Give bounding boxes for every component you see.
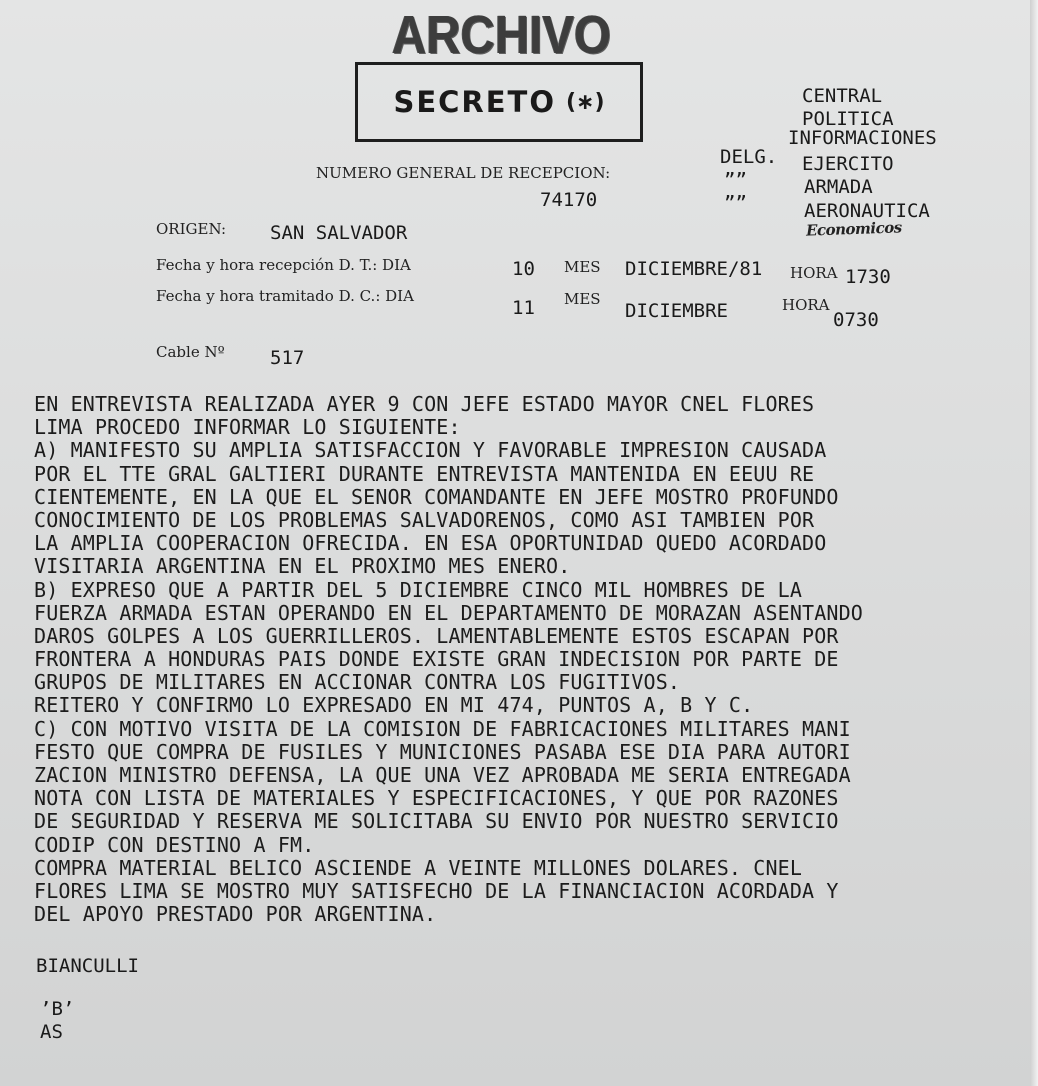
body-line: FUERZA ARMADA ESTAN OPERANDO EN EL DEPARTAMENTO DE MORAZAN ASENTANDO — [34, 600, 863, 625]
body-line: A) MANIFESTO SU AMPLIA SATISFACCION Y FAVORABLE IMPRESION CAUSADA — [34, 438, 827, 463]
body-line: COMPRA MATERIAL BELICO ASCIENDE A VEINTE MILLONES DOLARES. CNEL — [34, 855, 803, 880]
dist-delg: DELG. — [720, 146, 778, 168]
recepcion-hora-label: HORA — [790, 264, 838, 282]
recepcion-dia: 10 — [512, 258, 535, 280]
dist-aeronautica: AERONAUTICA — [804, 200, 930, 222]
body-line: FESTO QUE COMPRA DE FUSILES Y MUNICIONES PASABA ESE DIA PARA AUTORI — [34, 739, 851, 764]
page-edge — [1030, 0, 1038, 1086]
body-line: DE SEGURIDAD Y RESERVA ME SOLICITABA SU ENVIO POR NUESTRO SERVICIO — [34, 809, 839, 834]
body-line: VISITARIA ARGENTINA EN EL PROXIMO MES ENERO. — [34, 554, 571, 579]
dist-ejercito: EJERCITO — [802, 153, 894, 175]
tramitado-hora: 0730 — [833, 309, 879, 331]
handwritten-annotation: Economicos — [805, 218, 902, 240]
body-line: C) CON MOTIVO VISITA DE LA COMISION DE FABRICACIONES MILITARES MANI — [34, 716, 851, 741]
body-line: NOTA CON LISTA DE MATERIALES Y ESPECIFICACIONES, Y QUE POR RAZONES — [34, 786, 839, 811]
classification-box — [355, 62, 643, 142]
cable-body — [34, 393, 863, 926]
body-line: CONOCIMIENTO DE LOS PROBLEMAS SALVADORENOS, COMO ASI TAMBIEN POR — [34, 507, 815, 532]
tramitado-hora-label: HORA — [782, 296, 830, 314]
body-line: DAROS GOLPES A LOS GUERRILLEROS. LAMENTABLEMENTE ESTOS ESCAPAN POR — [34, 623, 839, 648]
body-line: REITERO Y CONFIRMO LO EXPRESADO EN MI 474, PUNTOS A, B Y C. — [34, 693, 754, 718]
body-line: CIENTEMENTE, EN LA QUE EL SENOR COMANDANTE EN JEFE MOSTRO PROFUNDO — [34, 484, 839, 509]
recepcion-label: Fecha y hora recepción D. T.: DIA — [156, 256, 411, 274]
body-line: B) EXPRESO QUE A PARTIR DEL 5 DICIEMBRE CINCO MIL HOMBRES DE LA — [34, 577, 803, 602]
dist-politica: POLITICA — [802, 108, 894, 130]
archivo-stamp: ARCHIVO — [392, 5, 612, 65]
dist-informaciones: INFORMACIONES — [788, 127, 937, 149]
tramitado-mes-label: MES — [564, 290, 601, 308]
cable-label: Cable Nº — [156, 343, 225, 361]
origen-label: ORIGEN: — [156, 220, 227, 238]
classification-mark: (∗) — [566, 89, 605, 115]
body-line: CODIP CON DESTINO A FM. — [34, 832, 315, 857]
body-line: EN ENTREVISTA REALIZADA AYER 9 CON JEFE ESTADO MAYOR CNEL FLORES — [34, 392, 815, 416]
recepcion-mes: DICIEMBRE/81 — [625, 258, 763, 280]
body-line: FRONTERA A HONDURAS PAIS DONDE EXISTE GRAN INDECISION POR PARTE DE — [34, 647, 839, 672]
dist-ditto-1: ”” — [724, 169, 747, 191]
footer-initials: AS — [40, 1021, 63, 1043]
recepcion-mes-label: MES — [564, 258, 601, 276]
body-line: DEL APOYO PRESTADO POR ARGENTINA. — [34, 902, 437, 927]
tramitado-dia: 11 — [512, 297, 535, 319]
body-line: FLORES LIMA SE MOSTRO MUY SATISFECHO DE LA FINANCIACION ACORDADA Y — [34, 878, 839, 903]
body-line: POR EL TTE GRAL GALTIERI DURANTE ENTREVISTA MANTENIDA EN EEUU RE — [34, 461, 815, 486]
numero-recepcion-value: 74170 — [540, 189, 598, 211]
signature: BIANCULLI — [36, 955, 139, 977]
recepcion-hora: 1730 — [845, 266, 891, 288]
body-line: GRUPOS DE MILITARES EN ACCIONAR CONTRA LOS FUGITIVOS. — [34, 670, 681, 695]
dist-central: CENTRAL — [802, 85, 883, 107]
dist-armada: ARMADA — [804, 176, 873, 198]
numero-recepcion-label: NUMERO GENERAL DE RECEPCION: — [316, 164, 611, 182]
dist-ditto-2: ”” — [724, 192, 747, 214]
footer-code: ’B’ — [40, 998, 75, 1020]
classification-label: SECRETO — [393, 85, 556, 119]
body-line: LIMA PROCEDO INFORMAR LO SIGUIENTE: — [34, 415, 461, 440]
body-line: LA AMPLIA COOPERACION OFRECIDA. EN ESA OPORTUNIDAD QUEDO ACORDADO — [34, 531, 827, 556]
origen-value: SAN SALVADOR — [270, 222, 408, 244]
tramitado-mes: DICIEMBRE — [625, 300, 728, 322]
tramitado-label: Fecha y hora tramitado D. C.: DIA — [156, 287, 414, 305]
body-line: ZACION MINISTRO DEFENSA, LA QUE UNA VEZ APROBADA ME SERIA ENTREGADA — [34, 763, 851, 787]
cable-number: 517 — [270, 347, 305, 369]
